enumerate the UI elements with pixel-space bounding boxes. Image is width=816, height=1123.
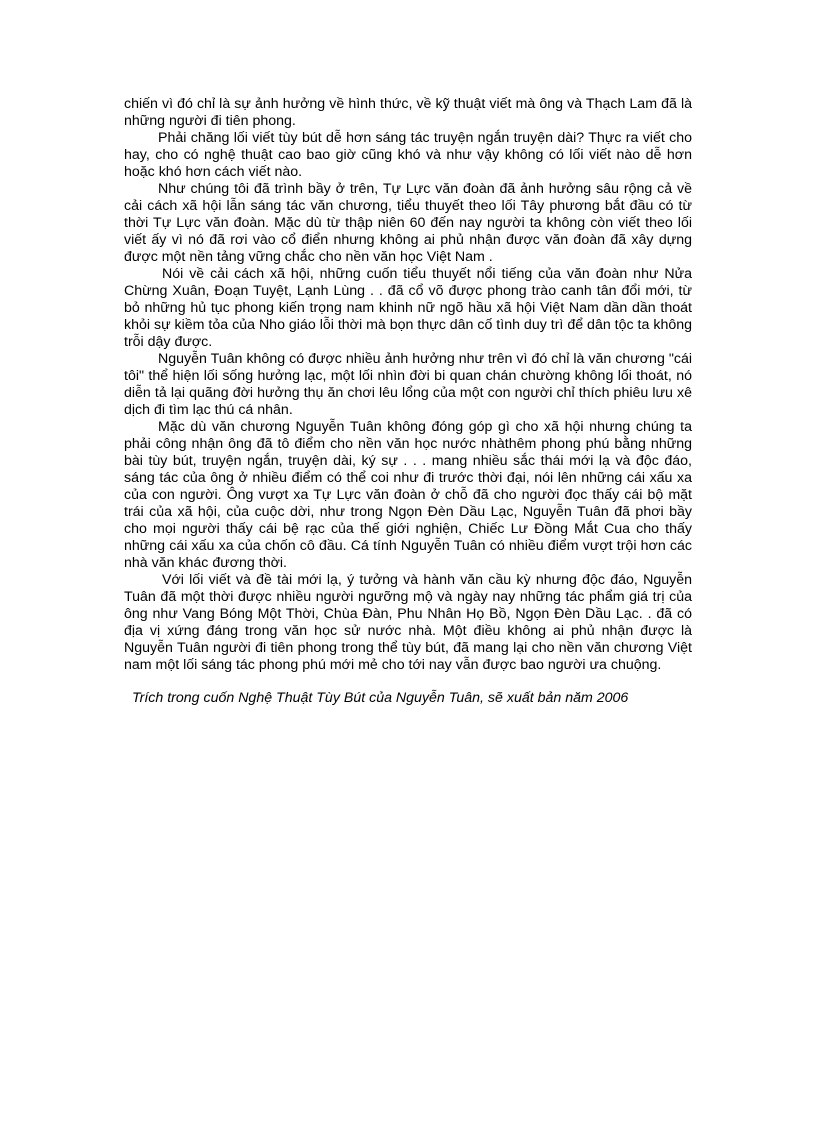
paragraph-conclusion: Với lối viết và đề tài mới lạ, ý tưởng và hành văn cầu kỳ nhưng độc đáo, Nguyễn Tuân đã một thời được nhiều người ngưỡng mộ và ngày nay những tác phẩm giá trị của ông như Vang Bóng Một Thời, Chùa Đàn, Phu Nhân Họ Bồ, Ngọn Đèn Dầu Lạc. . đã có địa vị xứng đáng trong văn học sử nước nhà. Một điều không ai phủ nhận được là Nguyễn Tuân người đi tiên phong trong thể tùy bút, đã mang lại cho nền văn chương Việt nam một lối sáng tác phong phú mới mẻ cho tới nay vẫn được bao người ưa chuộng. [124, 572, 692, 673]
paragraph-tu-luc-influence: Như chúng tôi đã trình bầy ở trên, Tự Lực văn đoàn đã ảnh hưởng sâu rộng cả về cải cách xã hội lẫn sáng tác văn chương, tiểu thuyết theo lối Tây phương bắt đầu có từ thời Tự Lực văn đoàn. Mặc dù từ thập niên 60 đến nay người ta không còn viết theo lối viết ấy vì nó đã rơi vào cổ điển nhưng không ai phủ nhận được văn đoàn đã xây dựng được một nền tảng vững chắc cho nền văn học Việt Nam . [124, 181, 692, 265]
paragraph-nguyen-tuan-contribution: Mặc dù văn chương Nguyễn Tuân không đóng góp gì cho xã hội nhưng chúng ta phải công nhận ông đã tô điểm cho nền văn học nước nhàthêm phong phú bằng những bài tùy bút, truyện ngắn, truyện dài, ký sự . . . mang nhiều sắc thái mới lạ và độc đáo, sáng tác của ông ở nhiều điểm có thể coi như đi trước thời đại, nói lên những cái xấu xa của con người. Ông vượt xa Tự Lực văn đoàn ở chỗ đã cho người đọc thấy cái bộ mặt trái của xã hội, của cuộc dời, như trong Ngọn Đèn Dầu Lạc, Nguyễn Tuân đã phơi bầy cho mọi người thấy cái bệ rạc của thế giới nghiện, Chiếc Lư Đồng Mắt Cua cho thấy những cái xấu xa của chốn cô đầu. Cá tính Nguyễn Tuân có nhiều điểm vượt trội hơn các nhà văn khác đương thời. [124, 419, 692, 571]
source-caption: Trích trong cuốn Nghệ Thuật Tùy Bút của Nguyễn Tuân, sẽ xuất bản năm 2006 [132, 690, 629, 706]
paragraph-social-reform: Nói về cải cách xã hội, những cuốn tiểu thuyết nổi tiếng của văn đoàn như Nửa Chừng Xuân, Đoạn Tuyệt, Lạnh Lùng . . đã cổ võ được phong trào canh tân đổi mới, từ bỏ những hủ tục phong kiến trọng nam khinh nữ ngõ hầu xã hội Việt Nam dần dần thoát khỏi sự kiềm tỏa của Nho giáo lỗi thời mà bọn thực dân cố tình duy trì để dân tộc ta không trỗi dậy được. [124, 266, 692, 350]
document-page [124, 96, 692, 707]
paragraph-continuation: chiến vì đó chỉ là sự ảnh hưởng về hình thức, về kỹ thuật viết mà ông và Thạch Lam đã là những người đi tiên phong. [124, 96, 692, 129]
paragraph-essay-style: Phải chăng lối viết tùy bút dễ hơn sáng tác truyện ngắn truyện dài? Thực ra viết cho hay, cho có nghệ thuật cao bao giờ cũng khó và như vậy không có lối viết nào dễ hơn hoặc khó hơn cách viết nào. [124, 130, 692, 180]
paragraph-nguyen-tuan-ego: Nguyễn Tuân không có được nhiều ảnh hưởng như trên vì đó chỉ là văn chương "cái tôi" thể hiện lối sống hưởng lạc, một lối nhìn đời bi quan chán chường không lối thoát, nó diễn tả lại quãng đời hưởng thụ ăn chơi lêu lổng của một con người chỉ thích phiêu lưu xê dịch đi tìm lạc thú cá nhân. [124, 351, 692, 418]
